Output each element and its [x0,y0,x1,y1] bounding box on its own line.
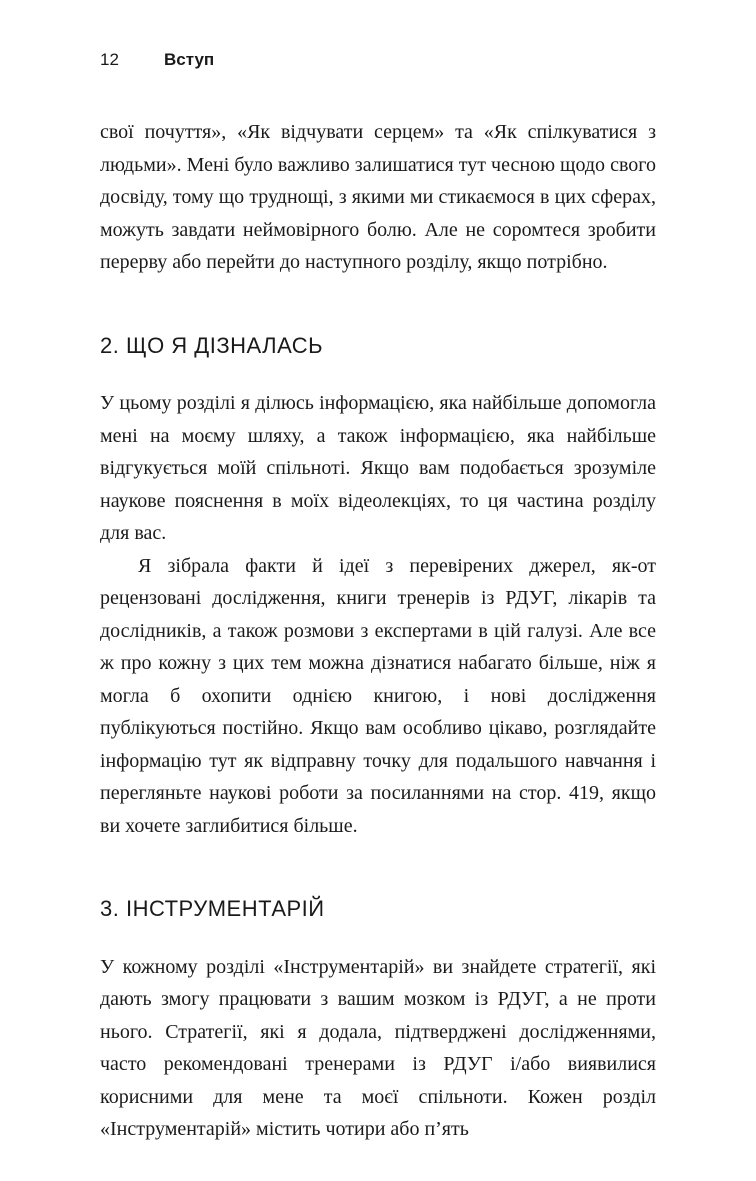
paragraph: У кожному розділі «Інструментарій» ви знайдете стратегії, які дають змогу працювати з вашим мозком із РДУГ, а не проти нього. Стратегії, які я додала, підтверджені дослідженнями, часто рекомендовані тренерами із РДУГ і/або виявилися корисними для мене та моєї спільноти. Кожен розділ «Інструментарій» містить чотири або п’ять [100,955,656,1141]
running-head: Вступ [164,50,215,69]
section-heading-toolkit: 3. ІНСТРУМЕНТАРІЙ [100,896,325,922]
page-header [100,50,656,70]
section-heading-what-i-learned: 2. ЩО Я ДІЗНАЛАСЬ [100,332,324,358]
intro-paragraph: свої почуття», «Як відчувати серцем» та «Як спілкуватися з людьми». Мені було важливо залишатися тут чесною щодо свого досвіду, тому що труднощі, з якими ми стикаємося в цих сферах, можуть завдати неймовірного болю. Але не соромтеся зробити перерву або перейти до наступного розділу, якщо потрібно. [100,121,656,274]
paragraph: У цьому розділі я ділюсь інформацією, яка найбільше допомогла мені на моєму шляху, а також інформацією, яка найбільше відгукується моїй спільноті. Якщо вам подобається зрозуміле наукове пояснення в моїх відеолекціях, то ця частина розділу для вас. [100,392,656,545]
page-body [100,116,656,1145]
paragraph: Я зібрала факти й ідеї з перевірених джерел, як-от рецензовані дослідження, книги тренерів із РДУГ, лікарів та дослідників, а також розмови з експертами в цій галузі. Але все ж про кожну з цих тем можна дізнатися набагато більше, ніж я могла б охопити однією книгою, і нові дослідження публікуються постійно. Якщо вам особливо цікаво, розглядайте інформацію тут як відправну точку для подальшого навчання і перегляньте наукові роботи за посиланнями на стор. 419, якщо ви хочете заглибитися більше. [100,554,656,837]
page-number: 12 [100,50,119,69]
